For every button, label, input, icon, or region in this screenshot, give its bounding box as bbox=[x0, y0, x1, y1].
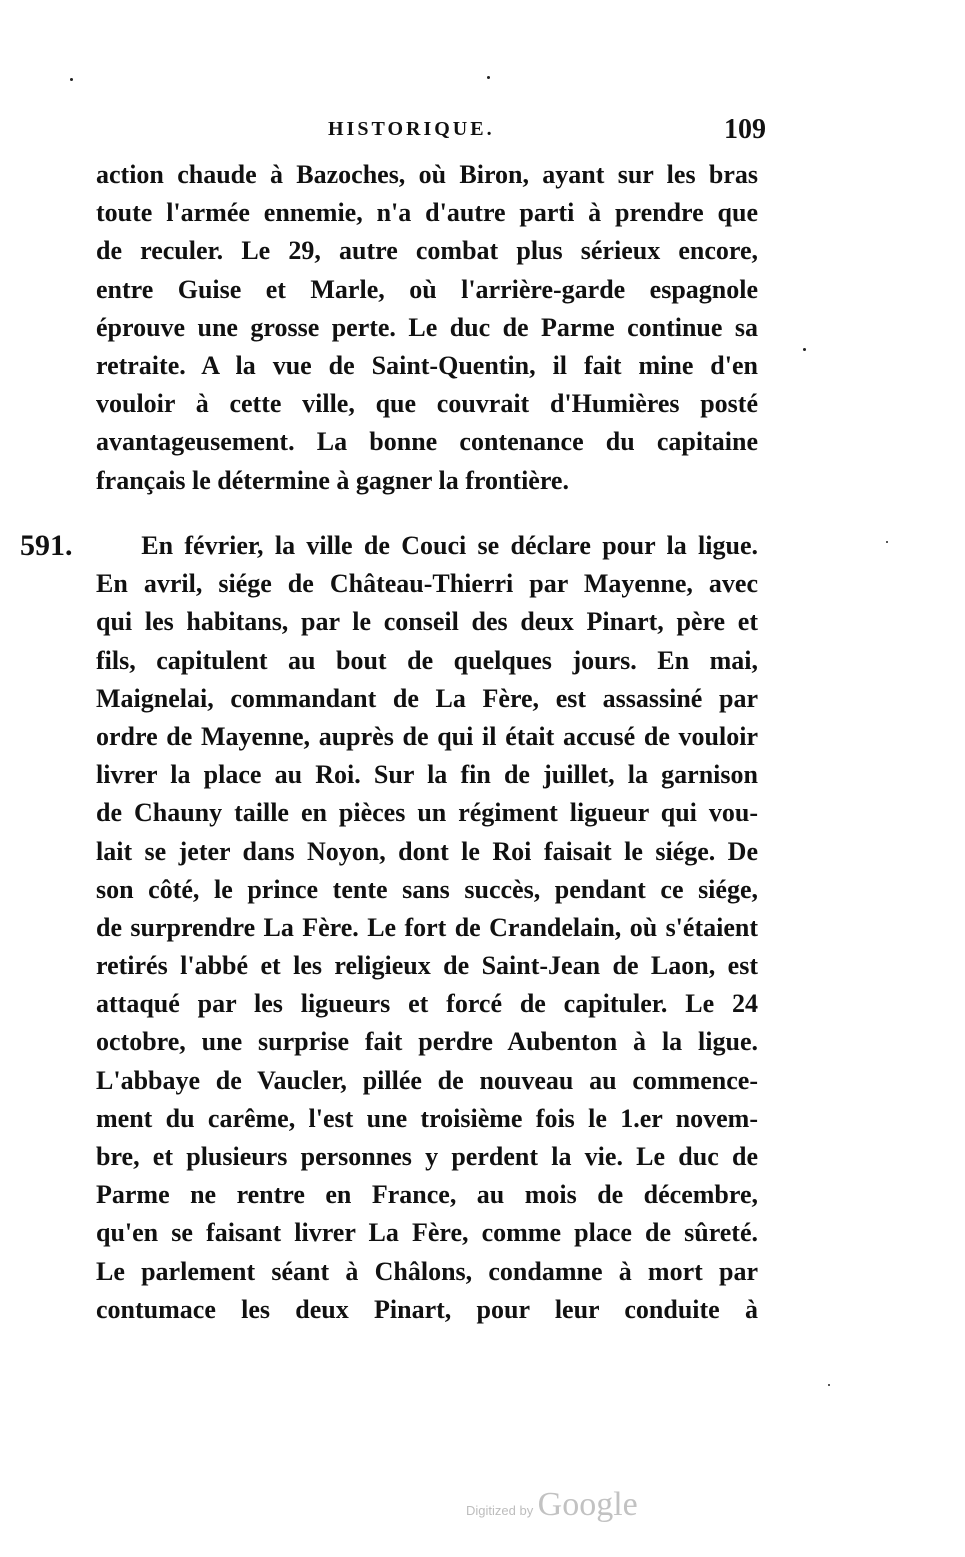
text-line: de reculer. Le 29, autre combat plus sérieux encore, bbox=[96, 236, 758, 266]
running-head bbox=[96, 114, 766, 150]
page-number: 109 bbox=[724, 114, 766, 145]
google-logo: Google bbox=[537, 1486, 638, 1523]
text-line: ment du carême, l'est une troisième fois le 1.er novem- bbox=[96, 1103, 758, 1133]
text-line: de Chauny taille en pièces un régiment ligueur qui vou- bbox=[96, 798, 758, 828]
ink-speck bbox=[803, 348, 806, 351]
text-line: qu'en se faisant livrer La Fère, comme place de sûreté. bbox=[96, 1218, 758, 1248]
text-line: français le détermine à gagner la frontière. bbox=[96, 465, 569, 495]
text-line: attaqué par les ligueurs et forcé de capituler. Le 24 bbox=[96, 989, 758, 1019]
text-line: bre, et plusieurs personnes y perdent la vie. Le duc de bbox=[96, 1142, 758, 1171]
watermark-prefix: Digitized by bbox=[466, 1503, 534, 1518]
text-line: Maignelai, commandant de La Fère, est assassiné par bbox=[96, 683, 758, 713]
text-line: En avril, siége de Château-Thierri par Mayenne, avec bbox=[96, 569, 758, 599]
text-line: Le parlement séant à Châlons, condamne à mort par bbox=[96, 1256, 758, 1286]
digitized-watermark bbox=[466, 1486, 638, 1524]
ink-speck bbox=[487, 76, 490, 79]
ink-speck bbox=[828, 1384, 830, 1386]
text-line: entre Guise et Marle, où l'arrière-garde espagnole bbox=[96, 274, 758, 304]
text-line: livrer la place au Roi. Sur la fin de juillet, la garnison bbox=[96, 760, 758, 790]
text-line: contumace les deux Pinart, pour leur conduite à bbox=[96, 1294, 758, 1324]
text-line: ordre de Mayenne, auprès de qui il était accusé de vouloir bbox=[96, 721, 758, 751]
text-line: éprouve une grosse perte. Le duc de Parme continue sa bbox=[96, 312, 758, 342]
text-line: vouloir à cette ville, que couvrait d'Humières posté bbox=[96, 389, 758, 419]
text-line: toute l'armée ennemie, n'a d'autre parti à prendre que bbox=[96, 198, 758, 228]
text-line: octobre, une surprise fait perdre Aubenton à la ligue. bbox=[96, 1027, 758, 1057]
text-line: qui les habitans, par le conseil des deux Pinart, père et bbox=[96, 607, 758, 637]
paragraph-1 bbox=[96, 156, 758, 500]
text-line: son côté, le prince tente sans succès, pendant ce siége, bbox=[96, 874, 758, 904]
text-line: de surprendre La Fère. Le fort de Crandelain, où s'étaient bbox=[96, 912, 758, 942]
margin-year: 591. bbox=[20, 529, 73, 562]
text-line: En février, la ville de Couci se déclare pour la ligue. bbox=[96, 531, 758, 560]
text-line: retraite. A la vue de Saint-Quentin, il fait mine d'en bbox=[96, 350, 758, 380]
ink-speck bbox=[886, 541, 888, 543]
paragraph-2 bbox=[96, 527, 758, 1329]
text-line: Parme ne rentre en France, au mois de décembre, bbox=[96, 1180, 758, 1210]
text-line: lait se jeter dans Noyon, dont le Roi faisait le siége. De bbox=[96, 836, 758, 866]
text-line: action chaude à Bazoches, où Biron, ayant sur les bras bbox=[96, 160, 758, 189]
text-line: L'abbaye de Vaucler, pillée de nouveau au commence- bbox=[96, 1065, 758, 1095]
text-line: avantageusement. La bonne contenance du capitaine bbox=[96, 427, 758, 457]
running-title: HISTORIQUE. bbox=[328, 118, 495, 140]
text-line: fils, capitulent au bout de quelques jours. En mai, bbox=[96, 645, 758, 675]
ink-speck bbox=[70, 78, 73, 81]
text-line: retirés l'abbé et les religieux de Saint-Jean de Laon, est bbox=[96, 951, 758, 981]
